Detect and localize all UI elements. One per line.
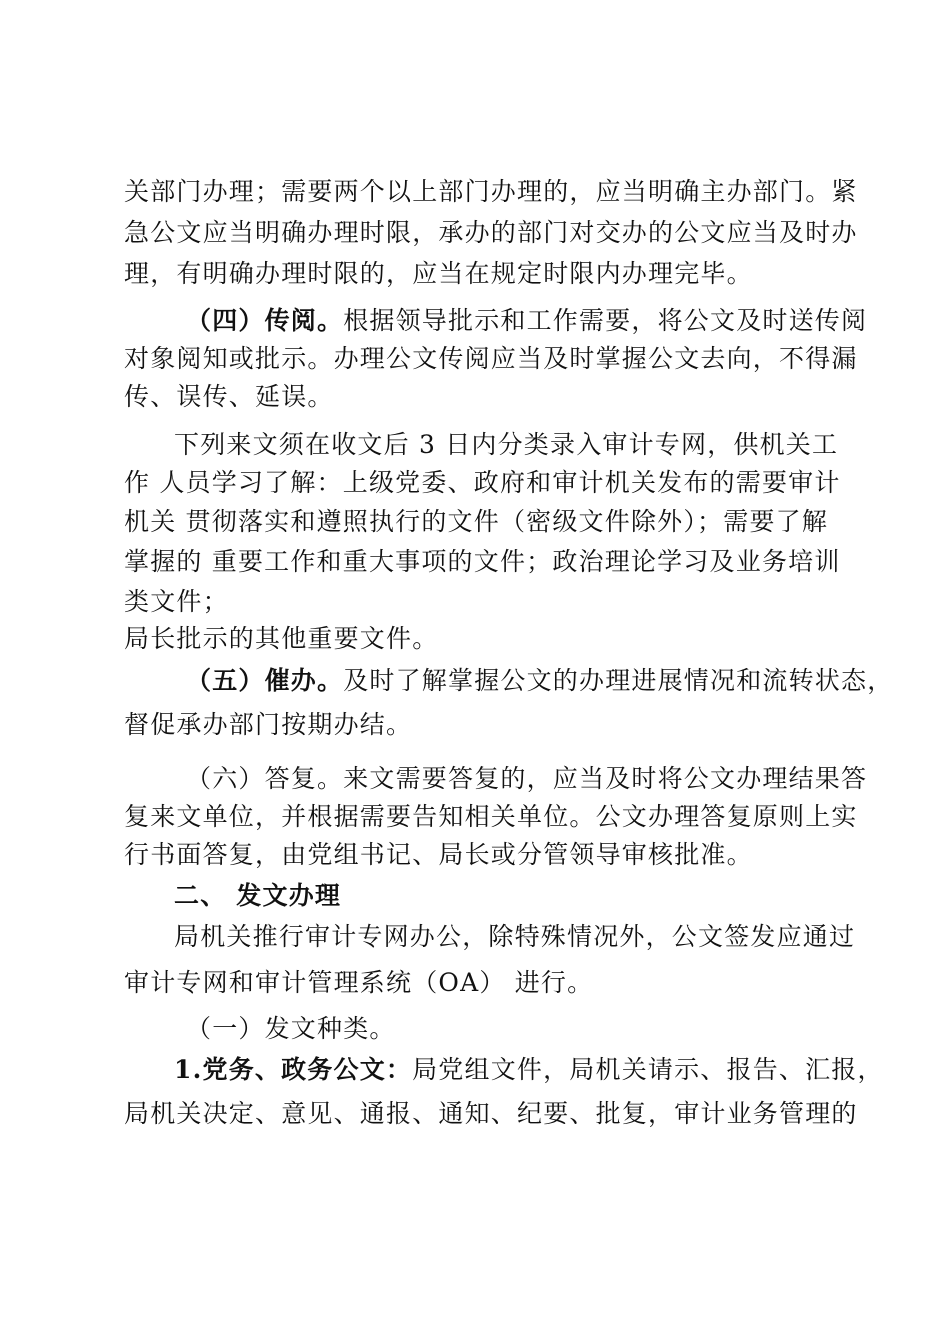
section-4-paragraph — [186, 304, 868, 338]
text-line: 关部门办理；需要两个以上部门办理的，应当明确主办部门。紧 — [124, 177, 858, 206]
section-4-heading: （四）传阅。 — [186, 306, 344, 335]
text-line: 对象阅知或批示。办理公文传阅应当及时掌握公文去向，不得漏 — [124, 344, 858, 373]
item-1-text: 局党组文件，局机关请示、报告、汇报， — [412, 1055, 884, 1084]
section-5-paragraph — [186, 664, 894, 698]
section-5-text: 及时了解掌握公文的办理进展情况和流转状态， — [343, 666, 894, 695]
item-1-paragraph — [174, 1053, 884, 1087]
text-line: 机关 贯彻落实和遵照执行的文件（密级文件除外）；需要了解 — [124, 507, 829, 536]
text-line: 行书面答复，由党组书记、局长或分管领导审核批准。 — [124, 840, 753, 869]
section-5-heading: （五）催办。 — [186, 666, 344, 695]
item-1-heading: 1.党务、政务公文： — [174, 1055, 413, 1084]
text-line: 理，有明确办理时限的，应当在规定时限内办理完毕。 — [124, 259, 753, 288]
text-line: 传、误传、延误。 — [124, 382, 334, 411]
text-line: 复来文单位，并根据需要告知相关单位。公文办理答复原则上实 — [124, 802, 858, 831]
text-line: （六）答复。来文需要答复的，应当及时将公文办理结果答 — [186, 764, 868, 793]
text-line: 下列来文须在收文后 3 日内分类录入审计专网，供机关工 — [174, 430, 839, 459]
section-4-text: 根据领导批示和工作需要，将公文及时送传阅 — [343, 306, 868, 335]
text-line: 掌握的 重要工作和重大事项的文件；政治理论学习及业务培训 — [124, 547, 841, 576]
text-line: 急公文应当明确办理时限，承办的部门对交办的公文应当及时办 — [124, 218, 858, 247]
text-line: 局机关推行审计专网办公，除特殊情况外，公文签发应通过 — [174, 922, 856, 951]
text-line: 督促承办部门按期办结。 — [124, 710, 413, 739]
text-line: 类文件； — [124, 587, 229, 616]
text-line: 局机关决定、意见、通报、通知、纪要、批复，审计业务管理的 — [124, 1099, 858, 1128]
text-line: （一）发文种类。 — [186, 1014, 396, 1043]
text-line: 局长批示的其他重要文件。 — [124, 624, 439, 653]
text-line: 作 人员学习了解：上级党委、政府和审计机关发布的需要审计 — [124, 468, 841, 497]
text-line: 审计专网和审计管理系统（OA） 进行。 — [124, 968, 594, 997]
part-2-heading: 二、 发文办理 — [174, 881, 342, 910]
